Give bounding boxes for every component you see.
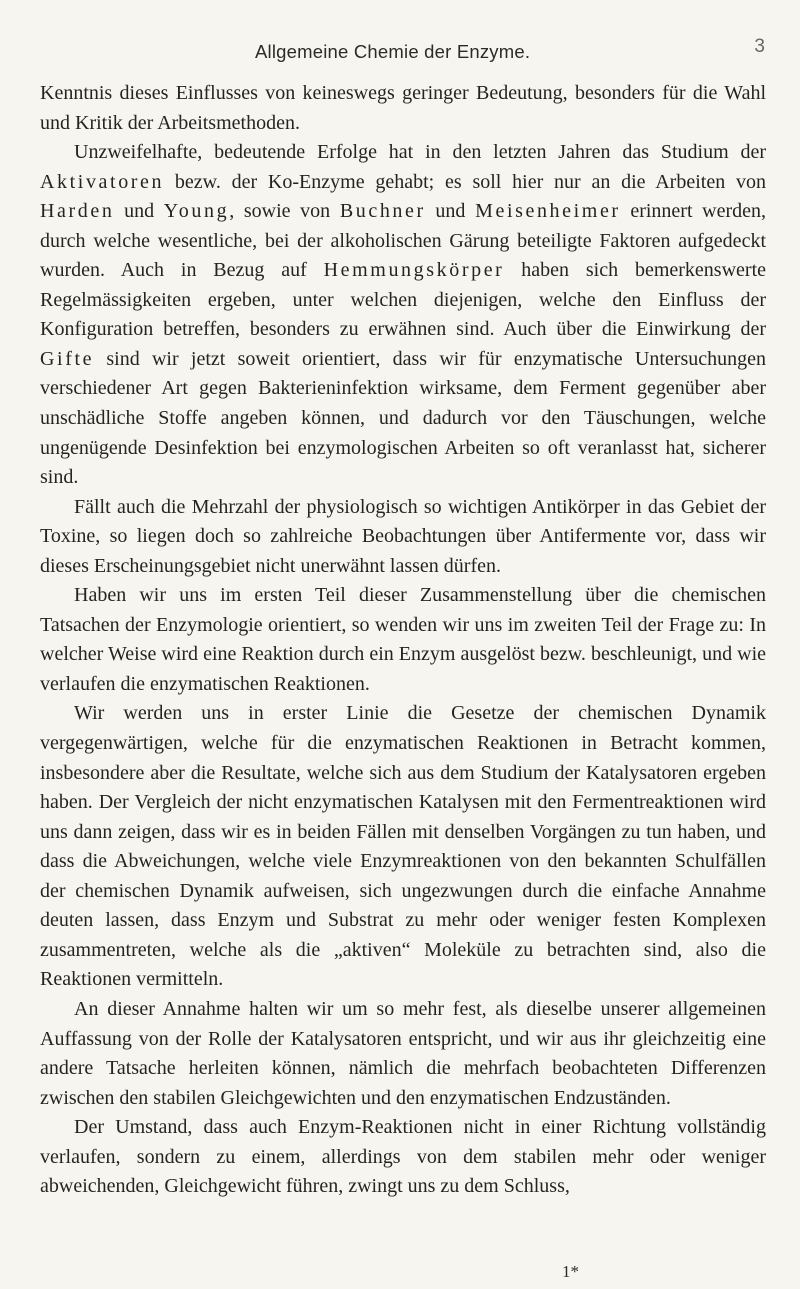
paragraph-1: Kenntnis dieses Einflusses von keineswegs geringer Bedeutung, besonders für die Wahl und Kritik der Arbeitsmethoden. bbox=[40, 82, 766, 134]
signature-mark: 1* bbox=[562, 1262, 579, 1281]
spaced-name-meisenheimer: Meisenheimer bbox=[475, 200, 621, 223]
spaced-term-hemmungskoerper: Hemmungskörper bbox=[323, 259, 505, 282]
spaced-term-gifte: Gifte bbox=[40, 347, 95, 370]
paragraph-3: Fällt auch die Mehrzahl der physiologisch so wichtigen Antikörper in das Gebiet der Toxine, so liegen doch so zahlreiche Beobachtungen über Antifermente vor, dass wir dieses Erscheinungsgebiet nicht unerwähnt lassen dürfen. bbox=[40, 495, 766, 577]
paragraph-4: Haben wir uns im ersten Teil dieser Zusammenstellung über die chemischen Tatsachen der Enzymologie orientiert, so wenden wir uns im zweiten Teil der Frage zu: In welcher Weise wird eine Reaktion durch ein Enzym ausgelöst bezw. beschleunigt, und wie verlaufen die enzymatischen Reaktionen. bbox=[40, 584, 766, 695]
paragraph-2: Unzweifelhafte, bedeutende Erfolge hat in den letzten Jahren das Studium der Aktivatoren bezw. der Ko-Enzyme gehabt; es soll hier nur an die Arbeiten von Harden und Young, sowie von Buchner und Meisenheimer erinnert werden, durch welche wesentliche, bei der alkoholischen Gärung beteiligte Faktoren aufgedeckt wurden. Auch in Bezug auf Hemmungskörper haben sich bemerkenswerte Regelmässigkeiten ergeben, unter welchen diejenigen, welche den Einfluss der Konfiguration betreffen, besonders zu erwähnen sind. Auch über die Einwirkung der Gifte sind wir jetzt soweit orientiert, dass wir für enzymatische Untersuchungen verschiedener Art gegen Bakterieninfektion wirksame, dem Ferment gegenüber aber unschädliche Stoffe angeben können, und dadurch vor den Täuschungen, welche ungenügende Desinfektion bei enzymologischen Arbeiten so oft veranlasst hat, sicherer sind. bbox=[40, 141, 767, 489]
body-text bbox=[40, 79, 766, 1202]
spaced-term-aktivatoren: Aktivatoren bbox=[40, 170, 165, 193]
paragraph-6: An dieser Annahme halten wir um so mehr fest, als dieselbe unserer allgemeinen Auffassung von der Rolle der Katalysatoren entspricht, und wir aus ihr gleichzeitig eine andere Tatsache herleiten können, nämlich die mehrfach beobachteten Differenzen zwischen den stabilen Gleichgewichten und den enzymatischen Endzuständen. bbox=[40, 997, 766, 1109]
spaced-name-young: Young bbox=[163, 200, 230, 223]
running-title: Allgemeine Chemie der Enzyme. bbox=[255, 41, 531, 62]
paragraph-7: Der Umstand, dass auch Enzym-Reaktionen nicht in einer Richtung vollständig verlaufen, sondern zu einem, allerdings von dem stabilen mehr oder weniger abweichenden, Gleichgewicht führen, zwingt uns zu dem Schluss, bbox=[40, 1116, 766, 1198]
page-number: 3 bbox=[754, 36, 765, 57]
paragraph-5: Wir werden uns in erster Linie die Gesetze der chemischen Dynamik vergegenwärtigen, welche für die enzymatischen Reaktionen in Betracht kommen, insbesondere aber die Resultate, welche sich aus dem Studium der Katalysatoren ergeben haben. Der Vergleich der nicht enzymatischen Katalysen mit den Fermentreaktionen wird uns dann zeigen, dass wir es in beiden Fällen mit denselben Vorgängen zu tun haben, und dass die Abweichungen, welche viele Enzymreaktionen von den bekannten Schulfällen der chemischen Dynamik aufweisen, sich ungezwungen durch die einfache Annahme deuten lassen, dass Enzym und Substrat zu mehr oder weniger festen Komplexen zusammentreten, welche als die „aktiven“ Moleküle zu betrachten sind, also die Reaktionen vermitteln. bbox=[40, 702, 766, 991]
spaced-name-buchner: Buchner bbox=[339, 200, 426, 223]
page-header bbox=[0, 36, 800, 66]
spaced-name-harden: Harden bbox=[40, 200, 115, 223]
